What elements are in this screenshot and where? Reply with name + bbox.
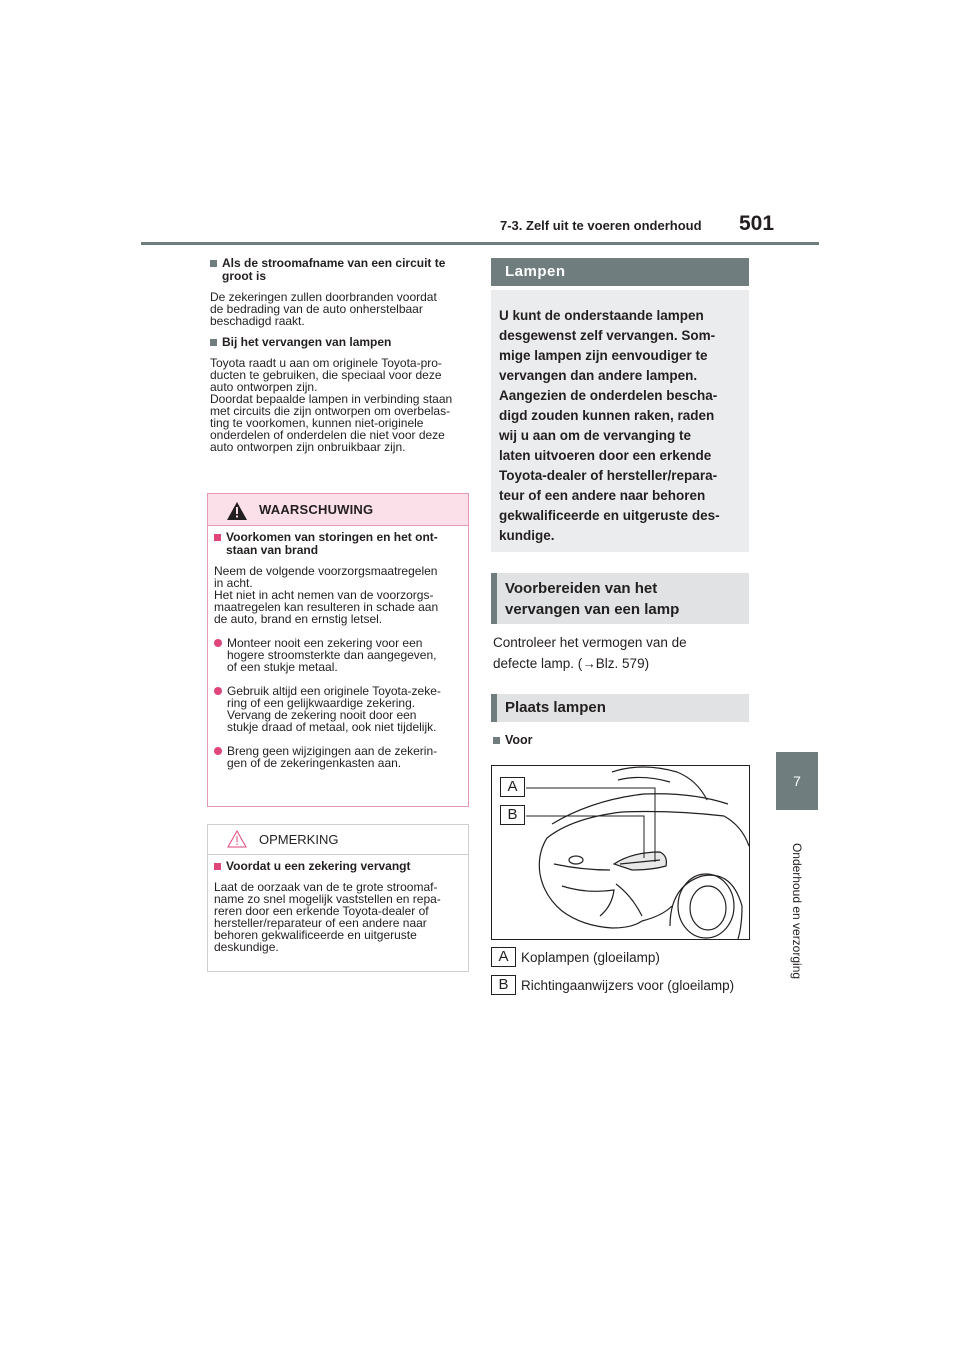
text-line: de auto, brand en ernstig letsel. <box>214 612 383 626</box>
text-line: of een stukje metaal. <box>227 660 338 674</box>
text-line: U kunt de onderstaande lampen <box>499 308 704 323</box>
callout-a: A <box>500 777 525 797</box>
warning-bullet <box>214 745 464 769</box>
left-body <box>210 257 472 453</box>
legend-item-a <box>491 947 660 967</box>
warning-box <box>207 493 469 807</box>
warning-bullet <box>214 637 464 673</box>
text-line: Gebruik altijd een originele Toyota-zeke- <box>227 684 441 698</box>
text-line: Toyota raadt u aan om originele Toyota-pro- <box>210 356 442 370</box>
p1-heading <box>210 257 472 283</box>
caution-triangle-icon <box>227 830 247 848</box>
front-heading <box>493 734 533 747</box>
round-bullet-icon <box>214 747 222 755</box>
text-line: Doordat bepaalde lampen in verbinding staan <box>210 392 453 406</box>
note-content <box>214 860 464 953</box>
chapter-tab: 7 <box>776 752 818 810</box>
text-line: gen of de zekeringenkasten aan. <box>227 756 402 770</box>
places-title: Plaats lampen <box>505 699 606 716</box>
square-bullet-icon <box>214 863 221 870</box>
callout-b: B <box>500 805 525 825</box>
text-line: reren door een erkende Toyota-dealer of <box>214 904 429 918</box>
car-front-illustration <box>492 766 749 939</box>
note-title: OPMERKING <box>259 832 339 847</box>
text-line: ducten te gebruiken, die speciaal voor deze <box>210 368 442 382</box>
text-line: defecte lamp. (→Blz. 579) <box>493 656 650 671</box>
text-line: auto ontworpen zijn onbruikbaar zijn. <box>210 440 406 454</box>
text-line: digd zouden kunnen raken, raden <box>499 408 715 423</box>
text-line: staan van brand <box>226 543 319 557</box>
round-bullet-icon <box>214 639 222 647</box>
prep-section-heading <box>491 573 749 624</box>
bullet-lines <box>227 745 437 769</box>
warning-header <box>208 494 468 525</box>
text-line: De zekeringen zullen doorbranden voordat <box>210 290 437 304</box>
section-title: 7-3. Zelf uit te voeren onderhoud <box>500 218 702 233</box>
intro-panel <box>491 290 749 552</box>
p2-heading <box>210 336 472 349</box>
legend-text-a: Koplampen (gloeilamp) <box>521 949 660 965</box>
text-line: stukje draad of metaal, ook niet tijdelijk. <box>227 720 437 734</box>
p1-text <box>210 291 472 327</box>
prep-title <box>505 578 679 620</box>
car-front-figure <box>491 765 750 940</box>
text-line: met circuits die zijn ontworpen om overbelas- <box>210 404 451 418</box>
text-line: deskundige. <box>214 940 279 954</box>
text-line: Neem de volgende voorzorgsmaatregelen <box>214 564 438 578</box>
text-line: Het niet in acht nemen van de voorzorgs- <box>214 588 434 602</box>
text-line: ring of een gelijkwaardige zekering. <box>227 696 416 710</box>
square-bullet-icon <box>493 737 500 744</box>
square-bullet-icon <box>210 260 217 267</box>
bullet-lines <box>227 685 441 733</box>
text-line: beschadigd raakt. <box>210 314 305 328</box>
warning-heading <box>214 531 464 557</box>
text-line: de bedrading van de auto onherstelbaar <box>210 302 423 316</box>
round-bullet-icon <box>214 687 222 695</box>
lampen-title: Lampen <box>505 263 566 280</box>
square-bullet-icon <box>214 534 221 541</box>
text-line: Toyota-dealer of hersteller/repara- <box>499 468 718 483</box>
note-heading-text: Voordat u een zekering vervangt <box>226 859 411 873</box>
text-line: Breng geen wijzigingen aan de zekerin- <box>227 744 438 758</box>
places-section-heading <box>491 694 749 722</box>
text-line: teur of een andere naar behoren <box>499 488 706 503</box>
intro-text <box>499 306 745 546</box>
text-line: Voorbereiden van het <box>505 580 658 597</box>
warning-content <box>214 531 464 769</box>
text-line: laten uitvoeren door een erkende <box>499 448 712 463</box>
text-line: Monteer nooit een zekering voor een <box>227 636 423 650</box>
chapter-title-text: Onderhoud en verzorging <box>790 842 804 979</box>
note-divider <box>208 854 468 855</box>
p2-text <box>210 357 472 453</box>
legend-text-b: Richtingaanwijzers voor (gloeilamp) <box>521 977 735 993</box>
legend-item-b <box>491 975 734 995</box>
text-line: mige lampen zijn eenvoudiger te <box>499 348 708 363</box>
text-line: maatregelen kan resulteren in schade aan <box>214 600 439 614</box>
warning-text <box>214 565 464 625</box>
bullet-lines <box>227 637 436 673</box>
warning-bullet <box>214 685 464 733</box>
text-line: auto ontworpen zijn. <box>210 380 318 394</box>
prep-text <box>493 632 687 674</box>
text-line: behoren gekwalificeerde en uitgeruste <box>214 928 417 942</box>
p2-heading-text: Bij het vervangen van lampen <box>222 335 392 349</box>
chapter-title <box>770 818 824 1003</box>
text-line: gekwalificeerde en uitgeruste des- <box>499 508 720 523</box>
text-line: hogere stroomsterkte dan aangegeven, <box>227 648 437 662</box>
text-line: Aangezien de onderdelen bescha- <box>499 388 718 403</box>
text-line: kundige. <box>499 528 555 543</box>
legend-key-b: B <box>491 975 516 995</box>
front-heading-text: Voor <box>505 733 533 747</box>
text-line: vervangen dan andere lampen. <box>499 368 698 383</box>
text-line: onderdelen of onderdelen die niet voor deze <box>210 428 445 442</box>
text-line: desgewenst zelf vervangen. Som- <box>499 328 716 343</box>
text-line: hersteller/reparateur of een andere naar <box>214 916 427 930</box>
text-line: in acht. <box>214 576 253 590</box>
text-line: name zo snel mogelijk vaststellen en repa- <box>214 892 441 906</box>
text-line: Controleer het vermogen van de <box>493 635 687 650</box>
lampen-title-bar <box>491 258 749 286</box>
text-line: wij u aan om de vervanging te <box>499 428 692 443</box>
text-line: Vervang de zekering nooit door een <box>227 708 417 722</box>
warning-title: WAARSCHUWING <box>259 502 374 517</box>
page-number: 501 <box>739 212 775 235</box>
header-rule <box>141 242 819 245</box>
text-line: Laat de oorzaak van de te grote stroomaf- <box>214 880 438 894</box>
note-heading <box>214 860 464 873</box>
text-line: Voorkomen van storingen en het ont- <box>226 530 438 544</box>
legend-key-a: A <box>491 947 516 967</box>
square-bullet-icon <box>210 339 217 346</box>
text-line: ting te voorkomen, kunnen niet-originele <box>210 416 424 430</box>
text-line: vervangen van een lamp <box>505 601 680 618</box>
note-box <box>207 824 469 972</box>
warning-divider <box>208 525 468 526</box>
note-text <box>214 881 464 953</box>
warning-heading-lines <box>226 531 438 557</box>
p1-heading-text: Als de stroomafname van een circuit te groot is <box>222 256 446 283</box>
warning-triangle-icon <box>227 502 247 520</box>
